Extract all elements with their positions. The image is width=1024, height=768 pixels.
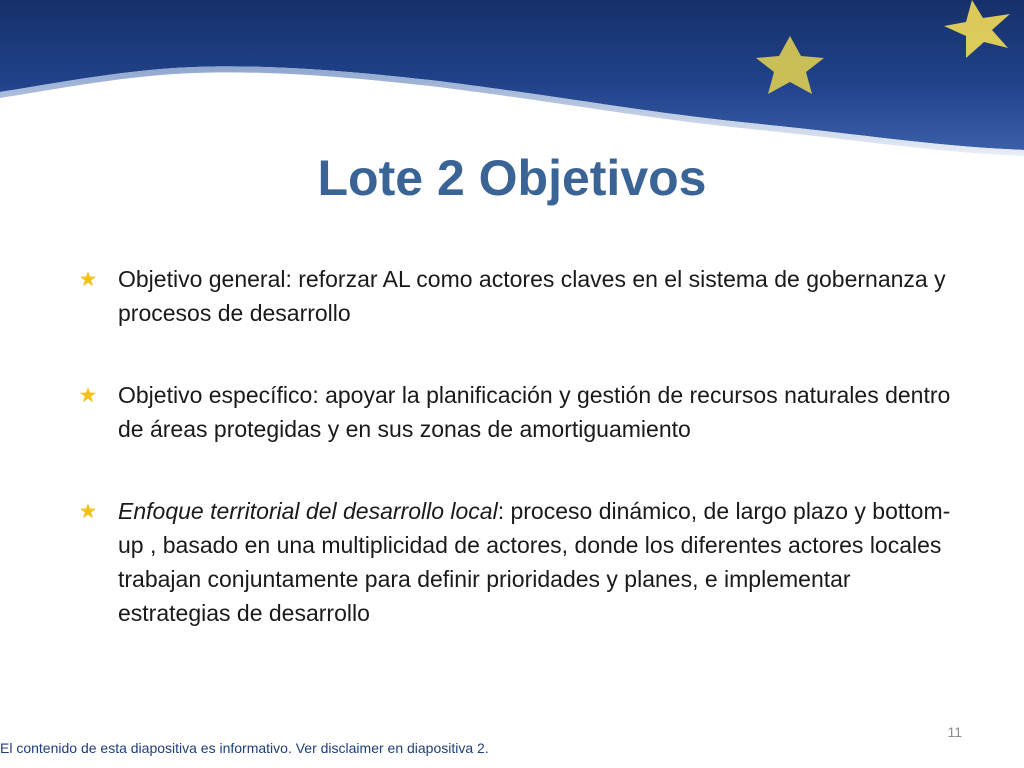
star-icon	[80, 271, 96, 287]
eu-flag-banner	[0, 0, 1024, 160]
bullet-item	[78, 262, 958, 330]
page-number: 11	[947, 724, 962, 740]
star-icon	[80, 503, 96, 519]
disclaimer-footer: El contenido de esta diapositiva es informativo. Ver disclaimer en diapositiva 2.	[0, 740, 489, 756]
bullet-text: Objetivo general: reforzar AL como actores claves en el sistema de gobernanza y procesos de desarrollo	[118, 266, 946, 326]
bullet-text: : proceso dinámico, de largo plazo y bottom-up , basado en una multiplicidad de actores, donde los diferentes actores locales trabajan conjuntamente para definir prioridades y planes, e implementar estrategias de desarrollo	[118, 498, 951, 626]
bullet-list	[78, 262, 958, 630]
bullet-item	[78, 378, 958, 446]
slide-title: Lote 2 Objetivos	[317, 150, 707, 206]
bullet-emphasis: Enfoque territorial del desarrollo local	[118, 498, 498, 524]
bullet-item	[78, 494, 958, 630]
star-icon	[80, 387, 96, 403]
bullet-text: Objetivo específico: apoyar la planificación y gestión de recursos naturales dentro de áreas protegidas y en sus zonas de amortiguamiento	[118, 382, 951, 442]
